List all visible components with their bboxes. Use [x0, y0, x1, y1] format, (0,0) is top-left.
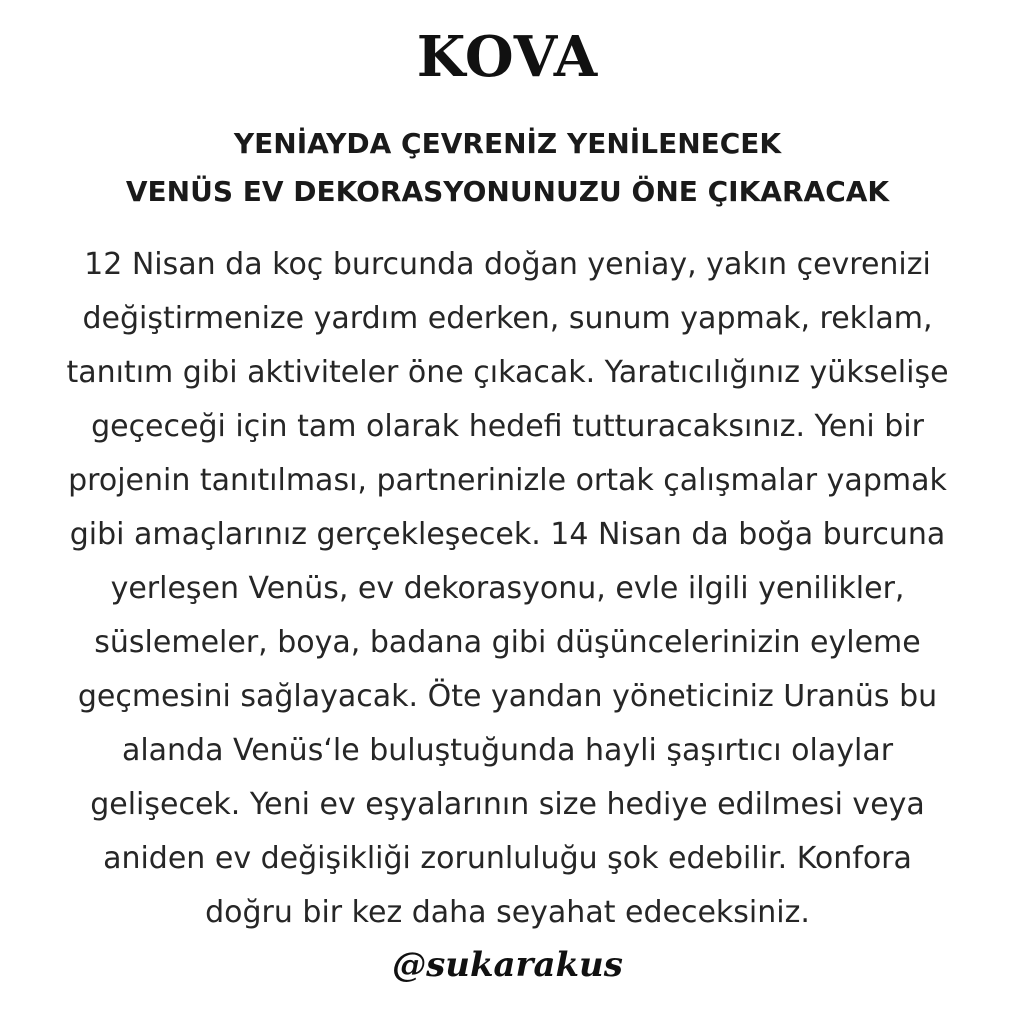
body-line: değiştirmenize yardım ederken, sunum yapmak, reklam,	[82, 301, 933, 336]
body-line: projenin tanıtılması, partnerinizle ortak çalışmalar yapmak	[68, 463, 947, 498]
body-line: tanıtım gibi aktiviteler öne çıkacak. Yaratıcılığınız yükselişe	[66, 355, 949, 390]
subtitle-line-1: YENİAYDA ÇEVRENİZ YENİLENECEK	[233, 127, 782, 160]
page-title: KOVA	[416, 24, 599, 90]
body-line: geçmesini sağlayacak. Öte yandan yöneticiniz Uranüs bu	[77, 679, 938, 714]
body-line: süslemeler, boya, badana gibi düşüncelerinizin eyleme	[94, 625, 921, 660]
body-line: 12 Nisan da koç burcunda doğan yeniay, yakın çevrenizi	[84, 247, 931, 282]
author-signature: @sukarakus	[392, 945, 623, 985]
body-line: aniden ev değişikliği zorunluluğu şok edebilir. Konfora	[103, 841, 912, 876]
body-line: yerleşen Venüs, ev dekorasyonu, evle ilgili yenilikler,	[110, 571, 905, 606]
body-line: gelişecek. Yeni ev eşyalarının size hediye edilmesi veya	[90, 787, 925, 822]
body-line: doğru bir kez daha seyahat edeceksiniz.	[205, 895, 810, 930]
subtitle	[0, 120, 1015, 216]
subtitle-line-2: VENÜS EV DEKORASYONUNUZU ÖNE ÇIKARACAK	[125, 175, 890, 208]
body-line: gibi amaçlarınız gerçekleşecek. 14 Nisan da boğa burcuna	[69, 517, 946, 552]
body-line: alanda Venüs‘le buluştuğunda hayli şaşırtıcı olaylar	[121, 733, 894, 768]
body-paragraph	[0, 238, 1015, 940]
body-line: geçeceği için tam olarak hedefi tutturacaksınız. Yeni bir	[91, 409, 924, 444]
